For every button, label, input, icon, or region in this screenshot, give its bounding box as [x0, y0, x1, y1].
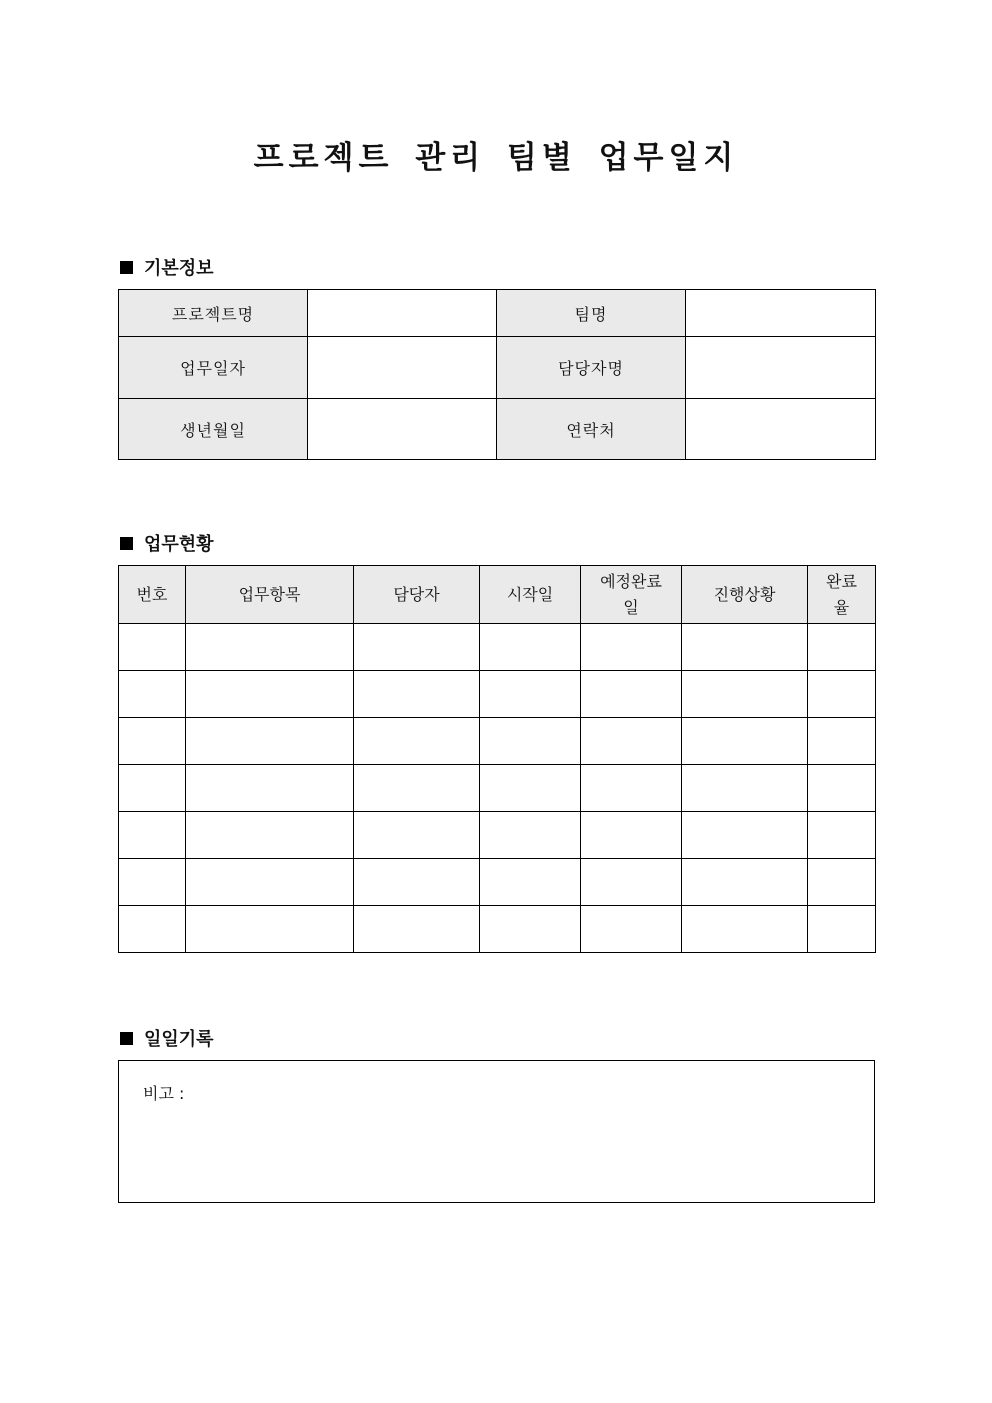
- square-bullet-icon: [120, 537, 133, 550]
- table-row: [119, 624, 876, 671]
- square-bullet-icon: [120, 261, 133, 274]
- table-row: [119, 718, 876, 765]
- table-cell[interactable]: [682, 718, 808, 765]
- label-project-name: 프로젝트명: [119, 290, 308, 337]
- table-cell[interactable]: [119, 624, 186, 671]
- table-cell[interactable]: [119, 906, 186, 953]
- column-header-task-item: 업무항목: [186, 566, 354, 624]
- label-manager-name: 담당자명: [497, 337, 686, 399]
- table-cell[interactable]: [480, 906, 581, 953]
- table-header-row: [119, 566, 876, 624]
- section-heading-label: 업무현황: [144, 534, 214, 555]
- column-header-due-date: 예정완료일: [581, 566, 682, 624]
- table-cell[interactable]: [480, 624, 581, 671]
- column-header-completion-rate: 완료율: [808, 566, 876, 624]
- daily-record-box[interactable]: [118, 1060, 875, 1203]
- column-header-progress: 진행상황: [682, 566, 808, 624]
- table-row: [119, 671, 876, 718]
- table-row: [119, 337, 876, 399]
- table-cell[interactable]: [808, 671, 876, 718]
- table-row: [119, 859, 876, 906]
- field-project-name[interactable]: [308, 290, 497, 337]
- table-cell[interactable]: [354, 859, 480, 906]
- field-work-date[interactable]: [308, 337, 497, 399]
- table-cell[interactable]: [682, 765, 808, 812]
- table-row: [119, 765, 876, 812]
- table-cell[interactable]: [581, 624, 682, 671]
- table-cell[interactable]: [581, 812, 682, 859]
- label-contact: 연락처: [497, 399, 686, 460]
- table-cell[interactable]: [682, 812, 808, 859]
- table-cell[interactable]: [808, 906, 876, 953]
- table-cell[interactable]: [480, 765, 581, 812]
- page-title: 프로젝트 관리 팀별 업무일지: [253, 140, 739, 176]
- table-cell[interactable]: [808, 624, 876, 671]
- section-heading-basic-info: [120, 254, 214, 280]
- table-cell[interactable]: [119, 812, 186, 859]
- table-cell[interactable]: [480, 812, 581, 859]
- table-cell[interactable]: [682, 906, 808, 953]
- label-team-name: 팀명: [497, 290, 686, 337]
- table-cell[interactable]: [682, 671, 808, 718]
- table-cell[interactable]: [808, 859, 876, 906]
- field-manager-name[interactable]: [686, 337, 876, 399]
- table-cell[interactable]: [119, 859, 186, 906]
- field-team-name[interactable]: [686, 290, 876, 337]
- note-label: 비고 :: [143, 1084, 185, 1103]
- table-cell[interactable]: [186, 906, 354, 953]
- field-contact[interactable]: [686, 399, 876, 460]
- table-cell[interactable]: [682, 859, 808, 906]
- table-cell[interactable]: [186, 624, 354, 671]
- table-cell[interactable]: [119, 765, 186, 812]
- table-cell[interactable]: [119, 718, 186, 765]
- section-heading-daily-record: [120, 1025, 214, 1051]
- table-cell[interactable]: [354, 624, 480, 671]
- table-cell[interactable]: [581, 906, 682, 953]
- table-cell[interactable]: [186, 765, 354, 812]
- section-heading-label: 기본정보: [144, 258, 214, 279]
- square-bullet-icon: [120, 1032, 133, 1045]
- table-cell[interactable]: [808, 718, 876, 765]
- column-header-start-date: 시작일: [480, 566, 581, 624]
- section-heading-label: 일일기록: [144, 1029, 214, 1050]
- table-row: [119, 906, 876, 953]
- table-cell[interactable]: [354, 906, 480, 953]
- table-cell[interactable]: [581, 718, 682, 765]
- table-cell[interactable]: [186, 812, 354, 859]
- table-cell[interactable]: [119, 671, 186, 718]
- table-cell[interactable]: [186, 671, 354, 718]
- column-header-assignee: 담당자: [354, 566, 480, 624]
- table-cell[interactable]: [480, 859, 581, 906]
- basic-info-table: [118, 289, 876, 460]
- table-row: [119, 290, 876, 337]
- table-cell[interactable]: [581, 859, 682, 906]
- table-cell[interactable]: [354, 671, 480, 718]
- table-cell[interactable]: [480, 671, 581, 718]
- label-work-date: 업무일자: [119, 337, 308, 399]
- table-cell[interactable]: [808, 812, 876, 859]
- table-cell[interactable]: [354, 718, 480, 765]
- label-birth-date: 생년월일: [119, 399, 308, 460]
- table-cell[interactable]: [186, 859, 354, 906]
- table-cell[interactable]: [808, 765, 876, 812]
- work-status-table: [118, 565, 876, 953]
- table-cell[interactable]: [581, 765, 682, 812]
- column-header-number: 번호: [119, 566, 186, 624]
- section-heading-work-status: [120, 530, 214, 556]
- table-row: [119, 812, 876, 859]
- table-cell[interactable]: [354, 765, 480, 812]
- table-cell[interactable]: [682, 624, 808, 671]
- table-cell[interactable]: [354, 812, 480, 859]
- table-cell[interactable]: [581, 671, 682, 718]
- table-cell[interactable]: [480, 718, 581, 765]
- table-row: [119, 399, 876, 460]
- field-birth-date[interactable]: [308, 399, 497, 460]
- table-cell[interactable]: [186, 718, 354, 765]
